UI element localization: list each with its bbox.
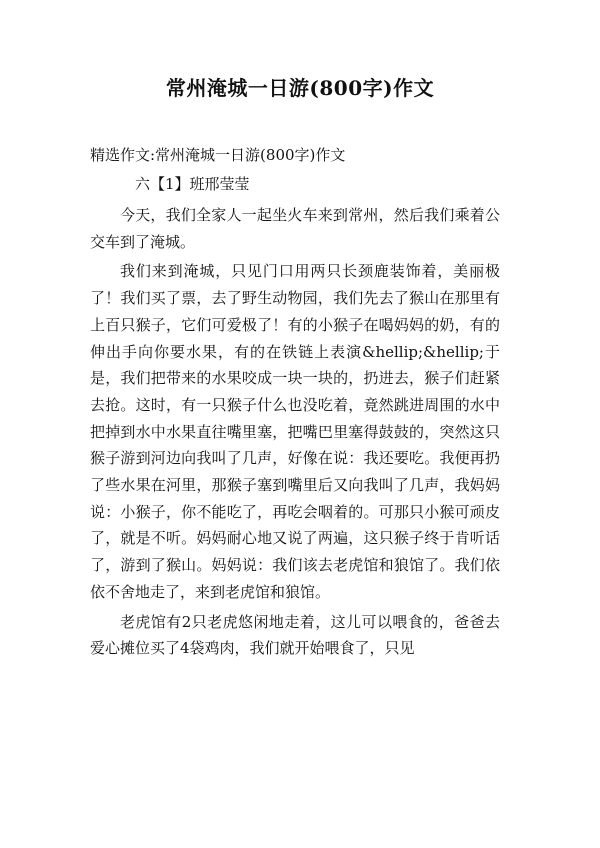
document-title: 常州淹城一日游(800字)作文: [165, 76, 435, 100]
article-body: [90, 202, 500, 662]
paragraph: 老虎馆有2只老虎悠闲地走着，这儿可以喂食的，爸爸去爱心摊位买了4袋鸡肉，我们就开始喂食了，只见: [90, 612, 500, 658]
author-line: 六【1】班邢莹莹: [135, 175, 250, 193]
paragraph: 今天，我们全家人一起坐火车来到常州，然后我们乘着公交车到了淹城。: [90, 206, 500, 251]
paragraph: 我们来到淹城，只见门口用两只长颈鹿装饰着，美丽极了！我们买了票，去了野生动物园，我们先去了猴山在那里有上百只猴子，它们可爱极了！有的小猴子在喝妈妈的奶，有的伸出手向你要水果，有的在铁链上表演&hellip;&hellip;于是，我们把带来的水果咬成一块一块的，扔进去，猴子们赶紧去抢。这时，有一只猴子什么也没吃着，竟然跳进周围的水中把掉到水中水果直往嘴里塞，把嘴巴里塞得鼓鼓的，突然这只猴子游到河边向我叫了几声，好像在说：我还要吃。我便再扔了些水果在河里，那猴子塞到嘴里后又向我叫了几声，我妈妈说：小猴子，你不能吃了，再吃会咽着的。可那只小猴可顽皮了，就是不听。妈妈耐心地又说了两遍，这只猴子终于肯听话了，游到了猴山。妈妈说：我们该去老虎馆和狼馆了。我们依依不舍地走了，来到老虎馆和狼馆。: [90, 262, 500, 601]
document-subtitle: 精选作文:常州淹城一日游(800字)作文: [90, 146, 346, 164]
